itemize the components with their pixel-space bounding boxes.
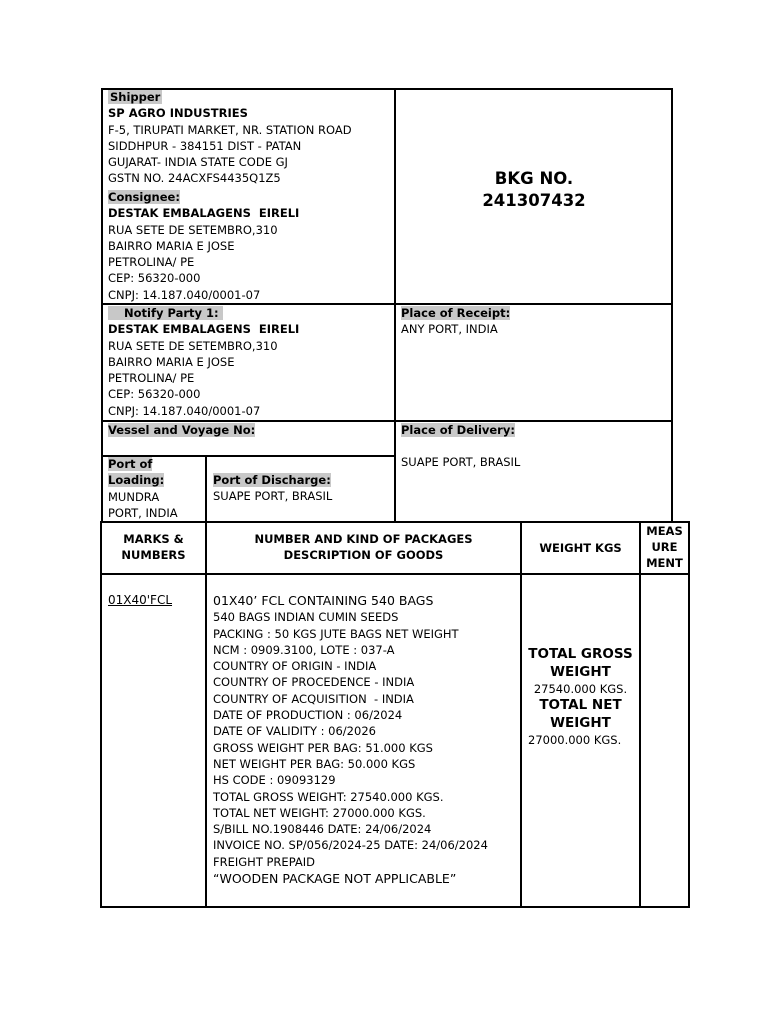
- shipper-gstn: GSTN NO. 24ACXFS4435Q1Z5: [108, 171, 281, 186]
- delivery-label: Place of Delivery:: [401, 423, 515, 437]
- notify-address-line: CEP: 56320-000: [108, 387, 201, 402]
- goods-line: COUNTRY OF ACQUISITION - INDIA: [213, 691, 414, 706]
- net-weight-value: 27000.000 KGS.: [528, 733, 622, 747]
- vessel-block: [108, 422, 255, 438]
- goods-description: [213, 593, 488, 888]
- consignee-address-line: CEP: 56320-000: [108, 271, 201, 286]
- goods-line: HS CODE : 09093129: [213, 773, 336, 788]
- discharge-label: Port of Discharge:: [213, 473, 331, 487]
- measurement-header-line: MEAS: [646, 524, 683, 538]
- notify-address-line: RUA SETE DE SETEMBRO,310: [108, 338, 278, 353]
- goods-line: COUNTRY OF ORIGIN - INDIA: [213, 659, 377, 674]
- shipper-block: [108, 89, 352, 187]
- notify-cnpj: CNPJ: 14.187.040/0001-07: [108, 403, 261, 418]
- measurement-header-line: URE: [651, 540, 678, 554]
- weight-header-label: WEIGHT KGS: [539, 541, 622, 555]
- notify-name: DESTAK EMBALAGENS EIRELI: [108, 322, 300, 337]
- goods-line: FREIGHT PREPAID: [213, 854, 316, 869]
- receipt-block: [401, 305, 510, 338]
- consignee-name: DESTAK EMBALAGENS EIRELI: [108, 206, 300, 221]
- goods-line: PACKING : 50 KGS JUTE BAGS NET WEIGHT: [213, 626, 459, 641]
- vessel-label: Vessel and Voyage No:: [108, 423, 256, 437]
- goods-line: INVOICE NO. SP/056/2024-25 DATE: 24/06/2024: [213, 838, 488, 853]
- delivery-block: [401, 422, 520, 471]
- net-weight-title: WEIGHT: [550, 714, 611, 731]
- goods-line: DATE OF VALIDITY : 06/2026: [213, 724, 376, 739]
- goods-col-line-3: [639, 521, 641, 908]
- marks-value: 01X40'FCL: [108, 593, 173, 607]
- goods-line: S/BILL NO.1908446 DATE: 24/06/2024: [213, 822, 432, 837]
- shipper-address-line: SIDDHPUR - 384151 DIST - PATAN: [108, 138, 302, 153]
- measurement-header-line: MENT: [646, 556, 683, 570]
- consignee-label: Consignee:: [108, 190, 180, 204]
- goods-line: 540 BAGS INDIAN CUMIN SEEDS: [213, 610, 399, 625]
- shipper-address-line: F-5, TIRUPATI MARKET, NR. STATION ROAD: [108, 122, 352, 137]
- goods-lines: [213, 609, 488, 870]
- consignee-cnpj: CNPJ: 14.187.040/0001-07: [108, 287, 261, 302]
- goods-line: NCM : 0909.3100, LOTE : 037-A: [213, 642, 395, 657]
- goods-line: TOTAL GROSS WEIGHT: 27540.000 KGS.: [213, 789, 444, 804]
- shipper-address-line: GUJARAT- INDIA STATE CODE GJ: [108, 155, 288, 170]
- weights-block: [522, 646, 639, 748]
- net-weight-title: TOTAL NET: [539, 697, 622, 713]
- packages-header: [207, 531, 520, 563]
- consignee-address-line: PETROLINA/ PE: [108, 255, 195, 270]
- goods-line: TOTAL NET WEIGHT: 27000.000 KGS.: [213, 805, 426, 820]
- marks-header: [102, 531, 205, 563]
- consignee-address-line: BAIRRO MARIA E JOSE: [108, 238, 235, 253]
- goods-line: DATE OF PRODUCTION : 06/2024: [213, 708, 403, 723]
- loading-block: [108, 456, 178, 521]
- receipt-label: Place of Receipt:: [401, 306, 511, 320]
- packages-header-line: NUMBER AND KIND OF PACKAGES: [254, 532, 473, 546]
- consignee-block: [108, 189, 299, 303]
- goods-line: GROSS WEIGHT PER BAG: 51.000 KGS: [213, 740, 433, 755]
- delivery-value: SUAPE PORT, BRASIL: [401, 455, 521, 470]
- gross-weight-title: WEIGHT: [550, 663, 611, 680]
- consignee-address-line: RUA SETE DE SETEMBRO,310: [108, 222, 278, 237]
- shipper-name: SP AGRO INDUSTRIES: [108, 106, 248, 121]
- notify-address-line: BAIRRO MARIA E JOSE: [108, 354, 235, 369]
- gross-weight-title: TOTAL GROSS: [528, 646, 633, 662]
- port-divider: [205, 455, 207, 522]
- packages-header-line: DESCRIPTION OF GOODS: [283, 548, 444, 562]
- marks-header-line: MARKS &: [123, 532, 184, 546]
- booking-block: [396, 168, 672, 212]
- booking-label: BKG NO.: [494, 169, 574, 188]
- goods-header-line: [100, 573, 690, 575]
- receipt-value: ANY PORT, INDIA: [401, 322, 498, 337]
- notify-label: Notify Party 1:: [108, 306, 223, 320]
- loading-value-line: PORT, INDIA: [108, 505, 178, 520]
- loading-value-line: MUNDRA: [108, 489, 160, 504]
- discharge-block: [213, 472, 332, 505]
- booking-number: 241307432: [482, 191, 586, 210]
- notify-block: [108, 305, 299, 419]
- goods-last-line: “WOODEN PACKAGE NOT APPLICABLE”: [213, 871, 457, 887]
- goods-line: NET WEIGHT PER BAG: 50.000 KGS: [213, 756, 416, 771]
- goods-first-line: 01X40’ FCL CONTAINING 540 BAGS: [213, 593, 434, 608]
- marks-header-line: NUMBERS: [121, 548, 186, 562]
- notify-address-line: PETROLINA/ PE: [108, 371, 195, 386]
- gross-weight-value: 27540.000 KGS.: [533, 682, 628, 696]
- weight-header: [522, 540, 639, 556]
- loading-label-line: Port of: [108, 457, 153, 471]
- shipper-label: Shipper: [110, 90, 161, 104]
- goods-col-line-1: [205, 521, 207, 908]
- measurement-header: [641, 523, 688, 571]
- discharge-value: SUAPE PORT, BRASIL: [213, 489, 333, 504]
- goods-line: COUNTRY OF PROCEDENCE - INDIA: [213, 675, 415, 690]
- loading-label-line: Loading:: [108, 473, 165, 488]
